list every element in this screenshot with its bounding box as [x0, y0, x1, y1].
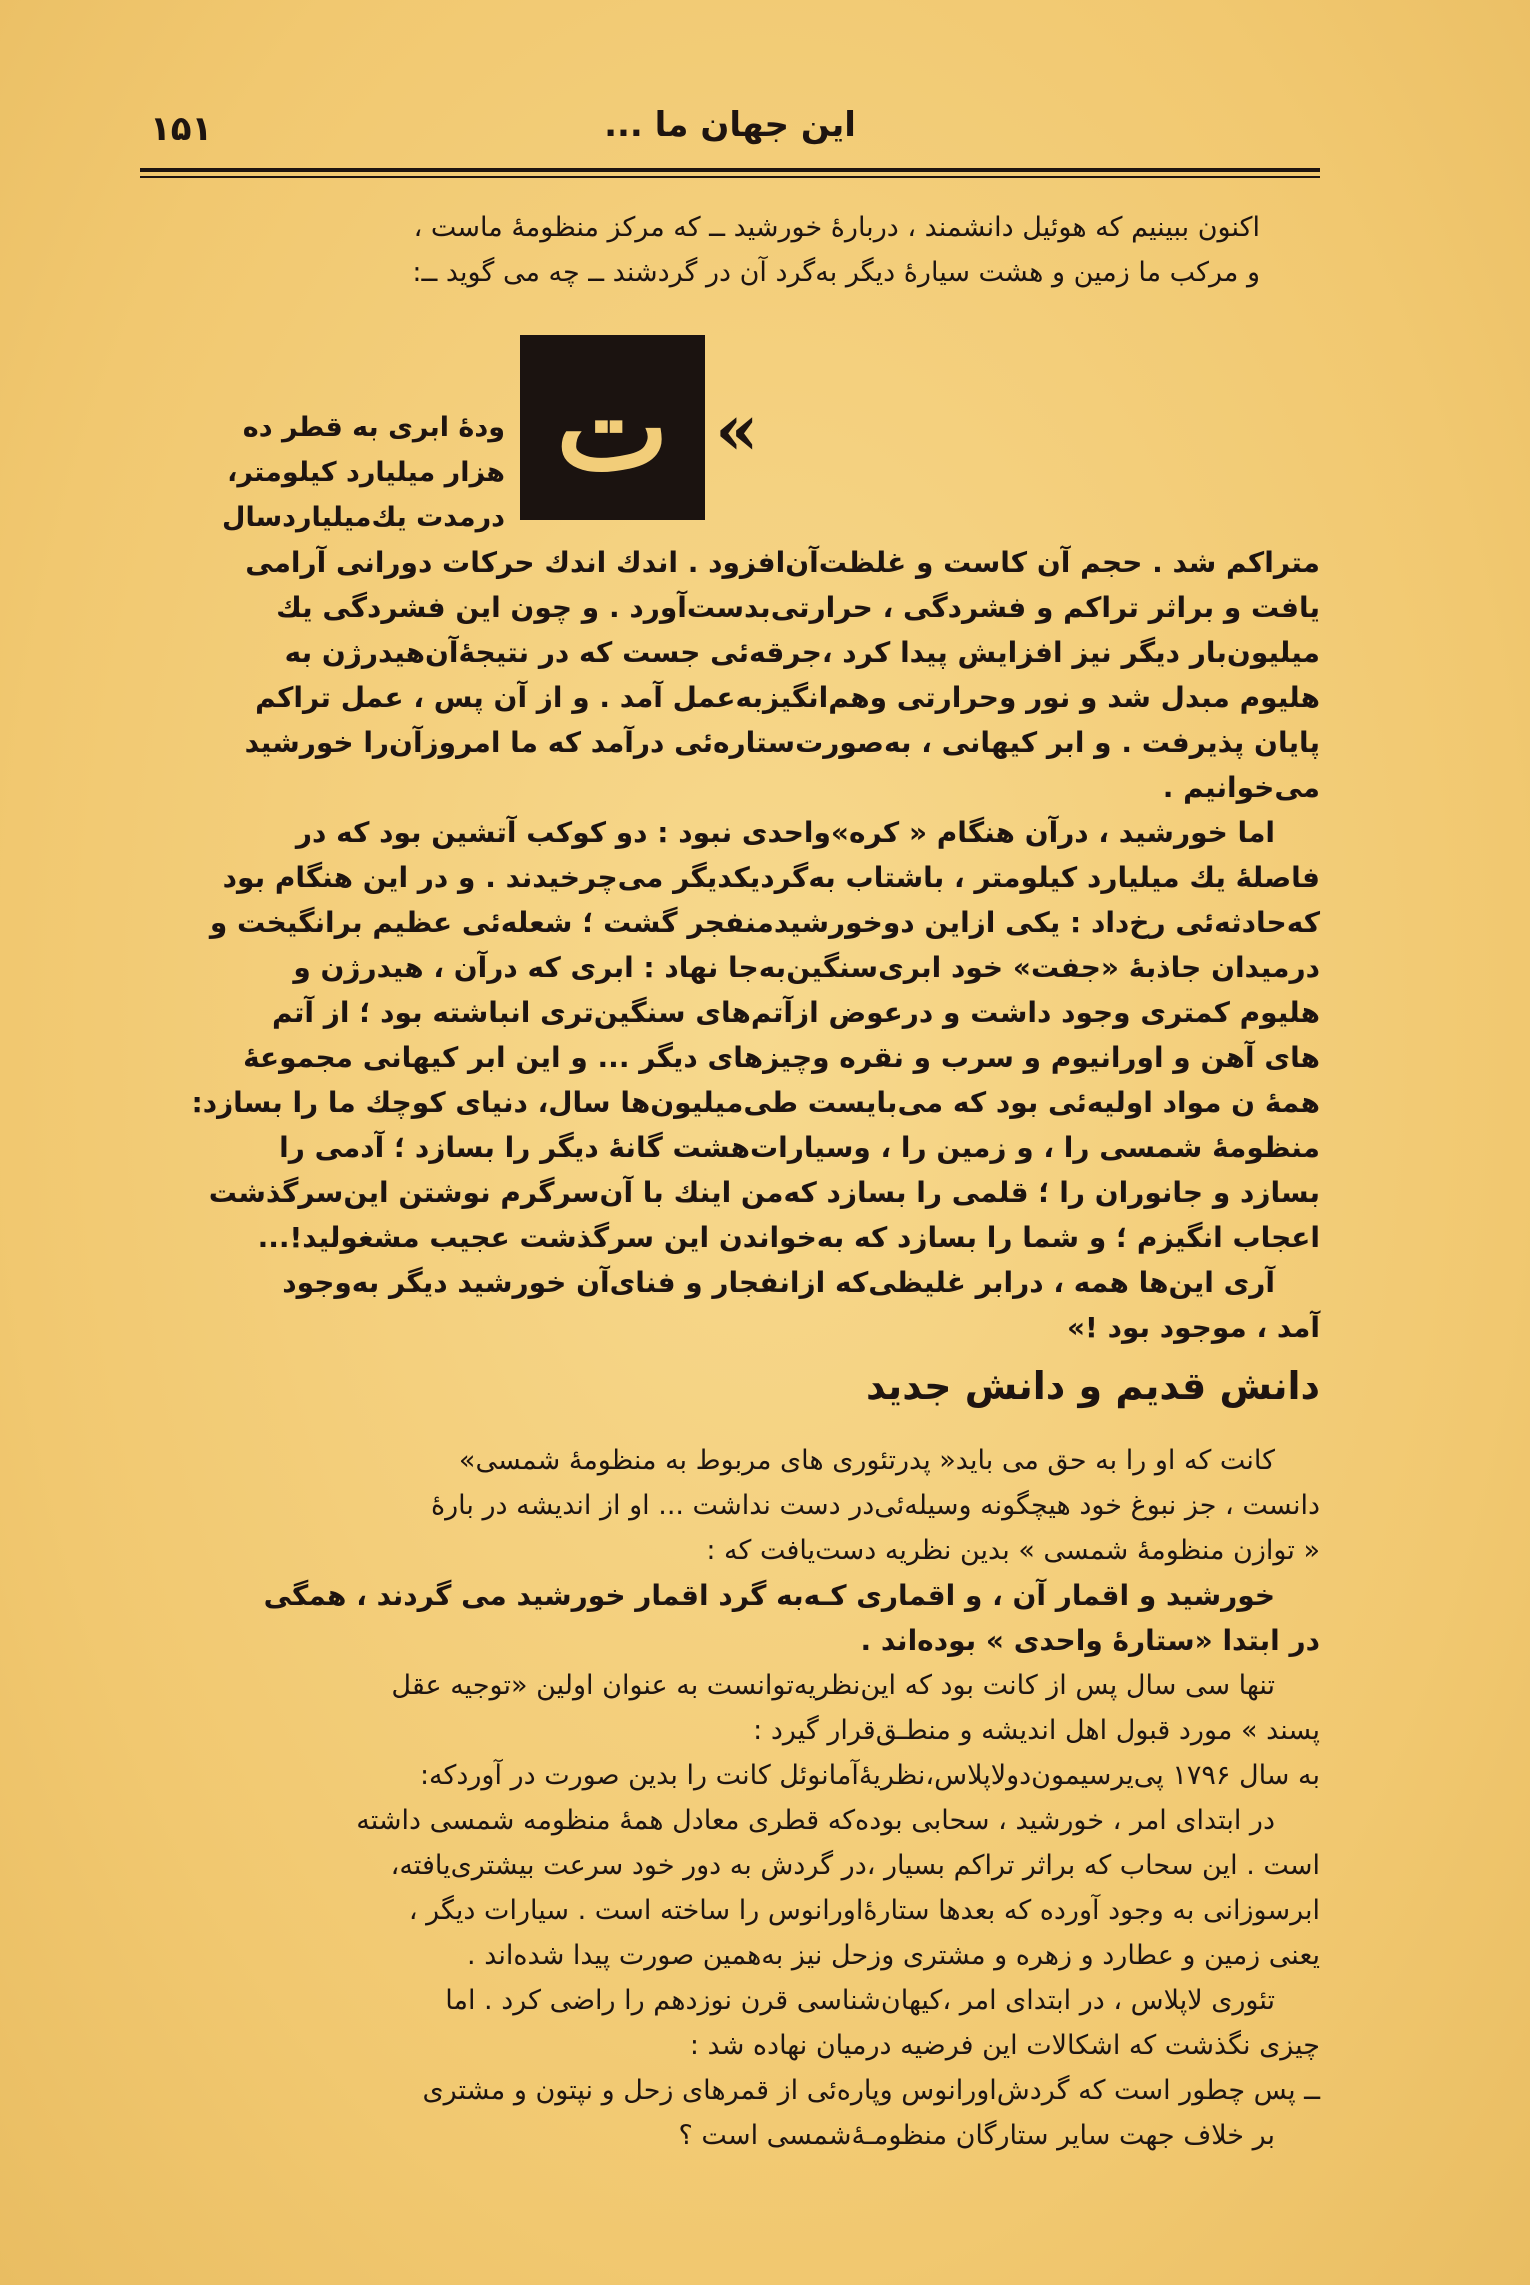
text-line: تئوری لاپلاس ، در ابتدای امر ،کیهان‌شناسی قرن نوزدهم را راضی کرد . اما: [445, 1985, 1275, 2016]
intro-line: اکنون ببینیم که هوئیل دانشمند ، دربارهٔ خورشید ــ که مرکز منظومهٔ ماست ،: [413, 212, 1260, 243]
header-rule-thick: [140, 168, 1320, 172]
text-line: که‌حادثه‌ئی رخ‌داد : یکی ازاین دوخورشیدمنفجر گشت ؛ شعله‌ئی عظیم برانگیخت و: [209, 906, 1320, 939]
text-line: بر خلاف جهت سایر ستارگان منظومـهٔ‌شمسی است ؟: [678, 2120, 1275, 2151]
text-line: « توازن منظومهٔ شمسی » بدین نظریه دست‌یافت که :: [706, 1535, 1320, 1566]
text-line: یافت و براثر تراکم و فشردگی ، حرارتی‌بدست‌آورد . و چون این فشردگی یك: [276, 591, 1320, 624]
text-line: در ابتدا «ستارهٔ واحدی » بوده‌اند .: [860, 1624, 1320, 1657]
intro-line: و مرکب ما زمین و هشت سیارهٔ دیگر به‌گرد آن در گردشند ــ چه می گوید ــ:: [412, 257, 1260, 288]
text-line: پایان پذیرفت . و ابر کیهانی ، به‌صورت‌ستاره‌ئی درآمد که ما امروزآن‌را خورشید: [244, 726, 1320, 759]
text-line: های آهن و اورانیوم و سرب و نقره وچیزهای دیگر ... و این ابر کیهانی مجموعهٔ: [243, 1041, 1320, 1074]
text-line: پسند » مورد قبول اهل اندیشه و منطـق‌قرار گیرد :: [753, 1715, 1320, 1746]
intro-paragraph: [140, 205, 1320, 295]
section-heading: دانش قدیم و دانش جدید: [865, 1364, 1320, 1408]
text-line: است . این سحاب که براثر تراکم بسیار ،در گردش به دور خود سرعت بیشتری‌یافته،: [390, 1850, 1320, 1881]
text-line: می‌خوانیم .: [1162, 771, 1320, 804]
dropcap-line: هزار میلیارد کیلومتر،: [227, 457, 505, 488]
main-text: [140, 540, 1320, 1350]
text-line: بسازد و جانوران را ؛ قلمی را بسازد که‌من اینك با آن‌سرگرم نوشتن این‌سرگذشت: [208, 1176, 1320, 1209]
text-line: همهٔ ن مواد اولیه‌ئی بود که می‌بایست طی‌میلیون‌ها سال، دنیای کوچك ما را بسازد:: [191, 1086, 1320, 1119]
text-line: ــ پس چطور است که گردش‌اورانوس وپاره‌ئی از قمرهای زحل و نپتون و مشتری: [422, 2075, 1320, 2106]
header-rule-thin: [140, 176, 1320, 178]
dropcap-section: [140, 335, 1320, 535]
text-line: کانت که او را به حق می باید« پدرتئوری های مربوط به منظومهٔ شمسی»: [458, 1445, 1275, 1476]
text-line: یعنی زمین و عطارد و زهره و مشتری وزحل نیز به‌همین صورت پیدا شده‌اند .: [467, 1940, 1320, 1971]
text-line: منظومهٔ شمسی را ، و زمین را ، وسیارات‌هشت گانهٔ دیگر را بسازد ؛ آدمی را: [279, 1131, 1320, 1164]
text-line: اعجاب انگیزم ؛ و شما را بسازد که به‌خواندن این سرگذشت عجیب مشغولید!...: [257, 1221, 1320, 1254]
text-line: دانست ، جز نبوغ خود هیچگونه وسیله‌ئی‌در دست نداشت ... او از اندیشه در بارهٔ: [430, 1490, 1320, 1521]
opening-quote-mark: «: [715, 388, 759, 471]
section-body: [140, 1438, 1320, 2158]
text-line: آری این‌ها همه ، درابر غلیظی‌که ازانفجار و فنای‌آن خورشید دیگر به‌وجود: [282, 1266, 1275, 1299]
dropcap-letter: ت: [556, 357, 669, 498]
text-line: فاصلهٔ یك میلیارد کیلومتر ، باشتاب به‌گردیکدیگر می‌چرخیدند . و در این هنگام بود: [222, 861, 1320, 894]
text-line: چیزی نگذشت که اشکالات این فرضیه درمیان نهاده شد :: [689, 2030, 1320, 2061]
text-line: اما خورشید ، درآن هنگام « کره»واحدی نبود : دو کوکب آتشین بود که در: [295, 816, 1275, 849]
text-line: به سال ۱۷۹۶ پی‌یرسیمون‌دولاپلاس،نظریهٔ‌آمانوئل کانت را بدین صورت در آورد‌که:: [419, 1760, 1320, 1791]
text-line: میلیون‌بار دیگر نیز افزایش پیدا کرد ،جرقه‌ئی جست که در نتیجهٔ‌آن‌هیدرژن به: [284, 636, 1320, 669]
text-line: خورشید و اقمار آن ، و اقماری کـه‌به گرد اقمار خورشید می گردند ، همگی: [263, 1579, 1275, 1612]
text-line: آمد ، موجود بود !»: [1066, 1311, 1320, 1344]
page-number: ۱۵۱: [150, 109, 213, 149]
dropcap-line: ودهٔ ابری به قطر ده: [242, 412, 505, 443]
running-title: این جهان ما ...: [604, 105, 856, 145]
page-header: [140, 105, 1320, 155]
dropcap-text: [140, 405, 505, 540]
dropcap-line: درمدت یك‌میلیاردسال: [222, 502, 505, 533]
text-line: تنها سی سال پس از کانت بود که این‌نظریه‌توانست به عنوان اولین «توجیه عقل: [391, 1670, 1275, 1701]
text-line: درمیدان جاذبهٔ «جفت» خود ابری‌سنگین‌به‌جا نهاد : ابری که درآن ، هیدرژن و: [293, 951, 1320, 984]
text-line: هلیوم مبدل شد و نور وحرارتی وهم‌انگیزبه‌عمل آمد . و از آن پس ، عمل تراکم: [255, 681, 1320, 714]
text-line: ابرسوزانی به وجود آورده که بعدها ستارهٔ‌اورانوس را ساخته است . سیارات دیگر ،: [408, 1895, 1320, 1926]
dropcap-box: [520, 335, 705, 520]
text-line: هلیوم کمتری وجود داشت و درعوض ازآتم‌های سنگین‌تری انباشته بود ؛ از آتم: [271, 996, 1320, 1029]
text-line: در ابتدای امر ، خورشید ، سحابی بوده‌که قطری معادل همهٔ منظومه شمسی داشته: [356, 1805, 1275, 1836]
text-line: متراکم شد . حجم آن کاست و غلظت‌آن‌افزود . اندك اندك حرکات دورانی آرامی: [245, 546, 1320, 579]
